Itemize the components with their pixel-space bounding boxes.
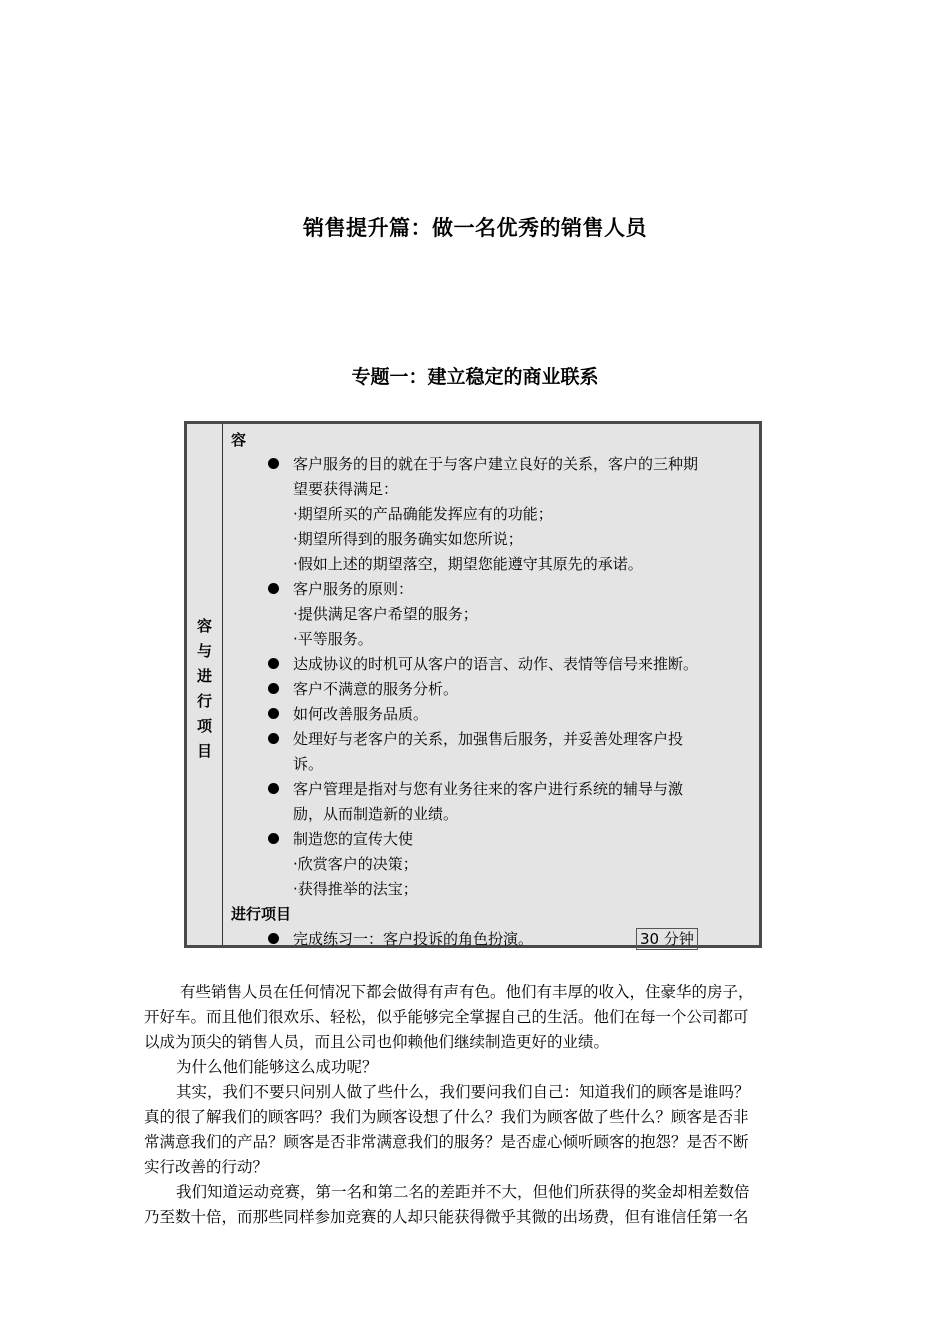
paragraph-line: 真的很了解我们的顾客吗？我们为顾客设想了什么？我们为顾客做了些什么？顾客是否非: [144, 1108, 749, 1126]
paragraph-line: 有些销售人员在任何情况下都会做得有声有色。他们有丰厚的收入，住豪华的房子，: [180, 983, 754, 1001]
list-item: 客户服务的目的就在于与客户建立良好的关系，客户的三种期: [293, 455, 699, 473]
bullet-icon: [268, 933, 279, 944]
side-label-char: 进: [196, 667, 212, 685]
activity-item: 完成练习一：客户投诉的角色扮演。: [293, 930, 534, 948]
sub-item: ·欣赏客户的决策；: [293, 855, 418, 873]
paragraph-line: 实行改善的行动？: [144, 1158, 269, 1176]
box-content: [223, 424, 759, 948]
paragraph-line: 以成为顶尖的销售人员，而且公司也仰赖他们继续制造更好的业绩。: [144, 1033, 610, 1051]
paragraph-line: 乃至数十倍，而那些同样参加竞赛的人却只能获得微乎其微的出场费，但有谁信任第一名: [144, 1208, 749, 1226]
content-box: [184, 421, 762, 948]
list-item: 客户服务的原则：: [293, 580, 414, 598]
bullet-icon: [268, 708, 279, 719]
paragraph-line: 其实，我们不要只问别人做了些什么，我们要问我们自己：知道我们的顾客是谁吗？: [176, 1083, 750, 1101]
side-label-char: 容: [196, 617, 212, 635]
sub-item: ·平等服务。: [293, 630, 373, 648]
bullet-icon: [268, 733, 279, 744]
side-label-char: 目: [196, 742, 212, 760]
body-paragraph: [144, 1080, 808, 1180]
body-paragraph: [144, 980, 808, 1055]
sub-item: ·假如上述的期望落空，期望您能遵守其原先的承诺。: [293, 555, 643, 573]
list-item: 制造您的宣传大使: [293, 830, 414, 848]
side-column: [187, 424, 223, 945]
sub-item: ·提供满足客户希望的服务；: [293, 605, 478, 623]
body-paragraph: [144, 1055, 808, 1080]
list-item: 处理好与老客户的关系，加强售后服务，并妥善处理客户投: [293, 730, 684, 748]
body-paragraph: [144, 1180, 808, 1230]
section-title: 专题一：建立稳定的商业联系: [351, 366, 599, 388]
side-label: [187, 614, 222, 764]
side-label-char: 项: [196, 717, 212, 735]
list-item-continued: 励，从而制造新的业绩。: [293, 805, 459, 823]
content-heading: 容: [231, 431, 247, 449]
list-item: 达成协议的时机可从客户的语言、动作、表情等信号来推断。: [293, 655, 699, 673]
list-item: 客户不满意的服务分析。: [293, 680, 459, 698]
list-item-continued: 望要获得满足：: [293, 480, 399, 498]
paragraph-line: 为什么他们能够这么成功呢？: [176, 1058, 378, 1076]
sub-item: ·期望所得到的服务确实如您所说；: [293, 530, 523, 548]
sub-item: ·期望所买的产品确能发挥应有的功能；: [293, 505, 553, 523]
bullet-icon: [268, 833, 279, 844]
paragraph-line: 我们知道运动竞赛，第一名和第二名的差距并不大，但他们所获得的奖金却相差数倍: [176, 1183, 750, 1201]
bullet-icon: [268, 583, 279, 594]
list-item: 如何改善服务品质。: [293, 705, 429, 723]
list-item-continued: 诉。: [293, 755, 324, 773]
bullet-icon: [268, 458, 279, 469]
activity-time-badge: 30 分钟: [636, 928, 698, 950]
paragraph-line: 开好车。而且他们很欢乐、轻松，似乎能够完全掌握自己的生活。他们在每一个公司都可: [144, 1008, 749, 1026]
paragraph-line: 常满意我们的产品？顾客是否非常满意我们的服务？是否虚心倾听顾客的抱怨？是否不断: [144, 1133, 749, 1151]
side-label-char: 与: [196, 642, 212, 660]
bullet-icon: [268, 783, 279, 794]
side-label-char: 行: [196, 692, 212, 710]
sub-item: ·获得推举的法宝；: [293, 880, 418, 898]
bullet-icon: [268, 683, 279, 694]
activity-heading: 进行项目: [231, 905, 292, 923]
bullet-icon: [268, 658, 279, 669]
document-title: 销售提升篇：做一名优秀的销售人员: [303, 216, 647, 240]
list-item: 客户管理是指对与您有业务往来的客户进行系统的辅导与激: [293, 780, 684, 798]
